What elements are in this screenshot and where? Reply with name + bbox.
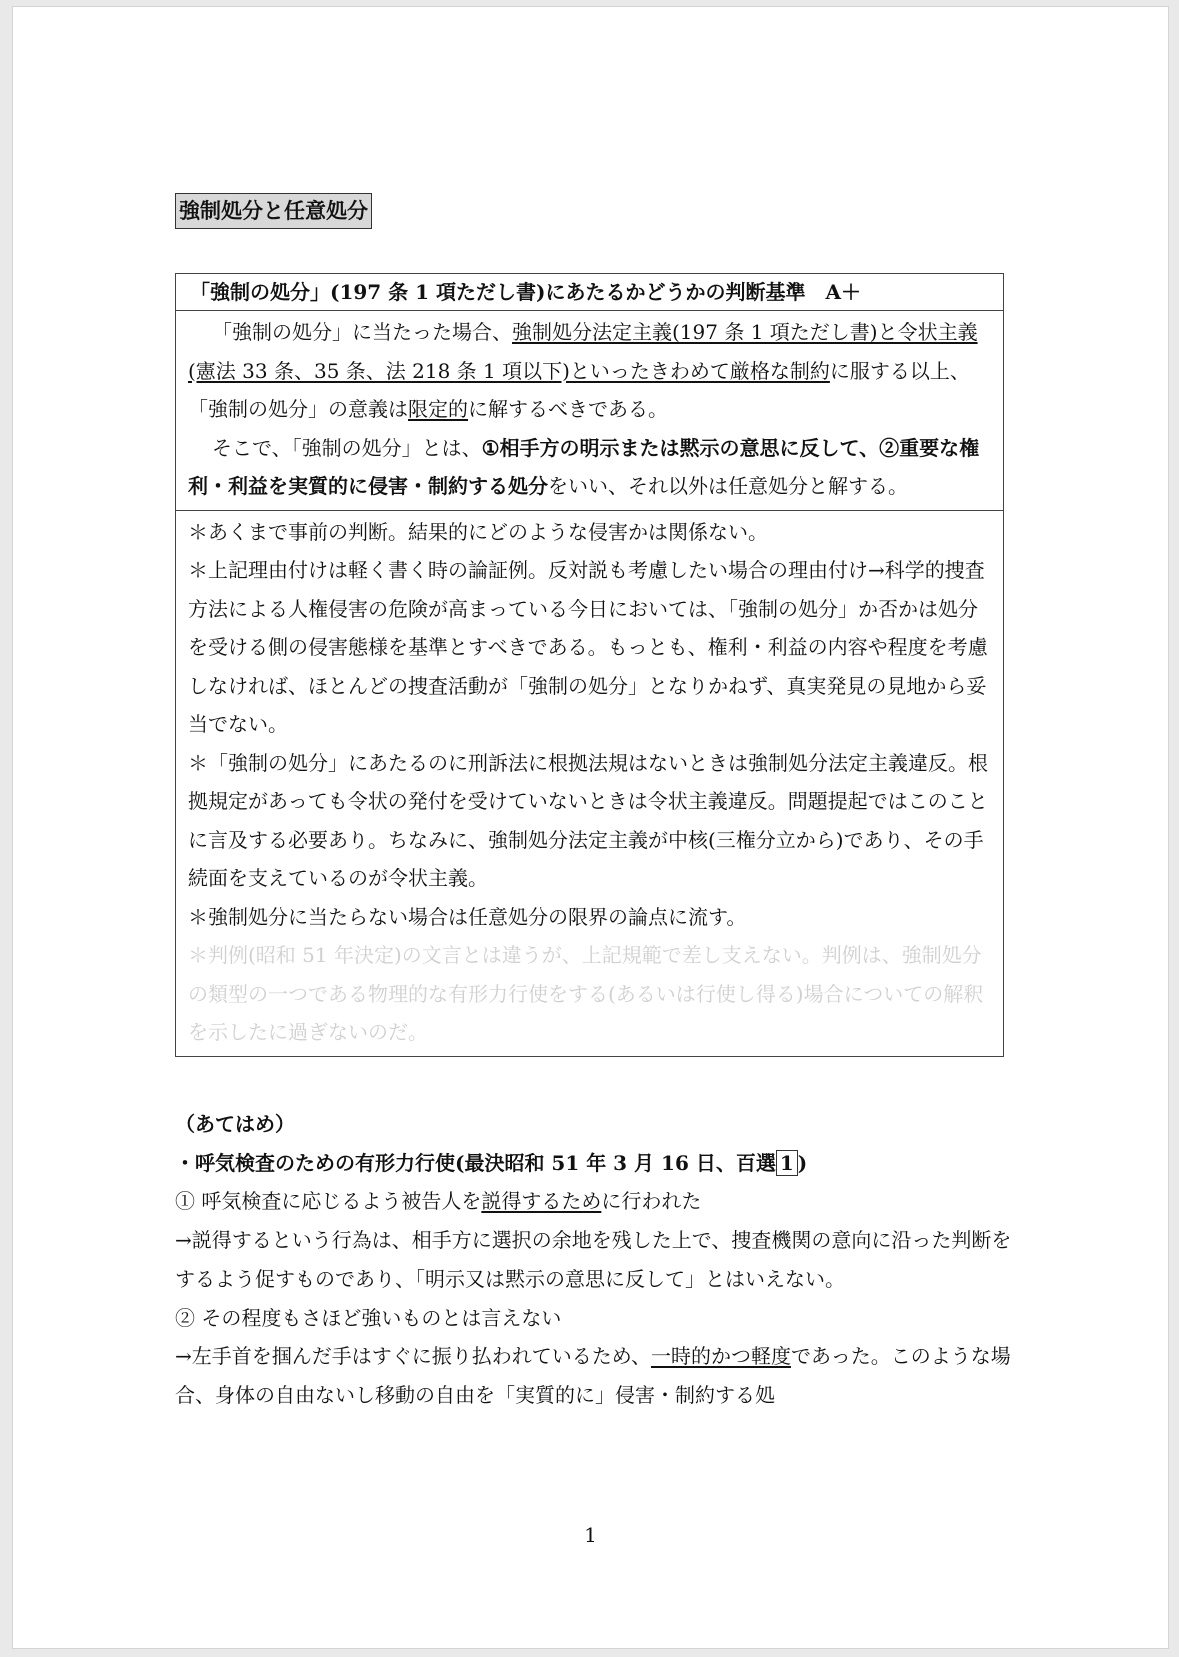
underlined-text: 限定的 — [408, 397, 468, 421]
section-title: 強制処分と任意処分 — [175, 193, 372, 229]
note: ＊「強制の処分」にあたるのに刑訴法に根拠法規はないときは強制処分法定主義違反。根拠規定があっても令状の発付を受けていないときは令状主義違反。問題提起ではこのことに言及する必要あり。ちなみに、強制処分法定主義が中核(三権分立から)であり、その手続面を支えているのが令状主義。 — [188, 750, 988, 890]
rule-paragraph-1 — [188, 313, 995, 429]
note: ＊上記理由付けは軽く書く時の論証例。反対説も考慮したい場合の理由付け→科学的捜査方法による人権侵害の危険が高まっている今日においては、「強制の処分」か否かは処分を受ける側の侵害態様を基準とすべきである。もっとも、権利・利益の内容や程度を考慮しなければ、ほとんどの捜査活動が「強制の処分」となりかねず、真実発見の見地から妥当でない。 — [188, 558, 988, 736]
rule-paragraph-2 — [188, 429, 995, 506]
item-2-reason — [175, 1337, 1020, 1414]
application-section — [175, 1105, 1020, 1415]
text: →左手首を掴んだ手はすぐに振り払われているため、 — [175, 1344, 651, 1369]
text: ・呼気検査のための有形力行使(最決昭和 51 年 3 月 16 日、百選 — [175, 1150, 776, 1175]
bold-text: ①相手方の明示または黙示の意思に反して、②重要な権利・利益を実質的に侵害・制約する処分 — [188, 435, 980, 498]
case-number-box: 1 — [776, 1150, 798, 1176]
text: をいい、それ以外は任意処分と解する。 — [548, 474, 908, 498]
document-page — [12, 6, 1169, 1649]
rule-box-body — [176, 311, 1003, 511]
item-2: ② その程度もさほど強いものとは言えない — [175, 1305, 562, 1330]
underlined-text: 強制処分法定主義(197 条 1 項ただし書)と令状主義(憲法 33 条、35 条、法 218 条 1 項以下)といったきわめて厳格な制約 — [188, 320, 978, 383]
case-title — [175, 1144, 1020, 1183]
note: ＊強制処分に当たらない場合は任意処分の限界の論点に流す。 — [188, 904, 747, 929]
text: に解するべきである。 — [468, 397, 668, 421]
faded-note: ＊判例(昭和 51 年決定)の文言とは違うが、上記規範で差し支えない。判例は、強制処分の類型の一つである物理的な有形力行使をする(あるいは行使し得る)場合についての解釈を示したに過ぎないのだ。 — [188, 943, 984, 1044]
underlined-text: 一時的かつ軽度 — [650, 1344, 791, 1369]
rule-box — [175, 273, 1004, 1057]
rule-box-notes — [176, 511, 1003, 1056]
text: ① 呼気検査に応じるよう被告人を — [175, 1189, 482, 1214]
text: 「強制の処分」に当たった場合、 — [212, 320, 512, 344]
item-1 — [175, 1182, 1020, 1221]
underlined-text: 説得するため — [481, 1189, 602, 1214]
note: ＊あくまで事前の判断。結果的にどのような侵害かは関係ない。 — [188, 519, 768, 544]
application-heading: （あてはめ） — [175, 1112, 295, 1136]
page-number: 1 — [584, 1523, 597, 1547]
text: に行われた — [601, 1189, 702, 1214]
text: そこで、「強制の処分」とは、 — [212, 435, 482, 460]
item-1-reason: →説得するという行為は、相手方に選択の余地を残した上で、捜査機関の意向に沿った判断をするよう促すものであり、「明示又は黙示の意思に反して」とはいえない。 — [175, 1228, 1012, 1291]
rule-box-heading: 「強制の処分」(197 条 1 項ただし書)にあたるかどうかの判断基準 A＋ — [176, 274, 1003, 311]
text: であった。このような場合、身体の自由ないし移動の自由を「実質的に」侵害・制約する処 — [175, 1344, 1011, 1407]
text: ) — [797, 1150, 808, 1175]
text: に服する以上、「強制の処分」の意義は — [188, 358, 970, 421]
